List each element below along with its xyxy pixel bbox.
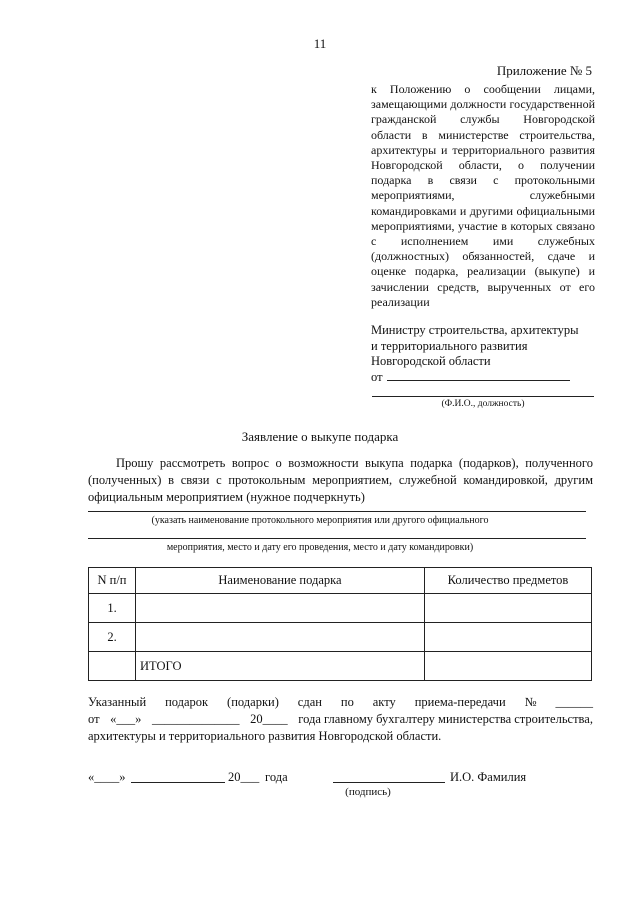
- handover-word: акту: [372, 695, 396, 709]
- page-number: 11: [313, 36, 327, 51]
- appendix-title: Приложение № 5: [496, 63, 592, 78]
- table-row: [89, 594, 592, 623]
- row-quantity: [425, 623, 592, 652]
- row-quantity: [425, 594, 592, 623]
- appendix-text: к Положению о сообщении лицами, замещающими должности государственной гражданской службы Новгородской области в министерстве строительства, архитектуры и территориального развития Новгородской области, о получении подарка в связи с протокольными мероприятиями, служебными командировками и другими официальными мероприятиями, участие в которых связано с исполнением ими служебных (должностных) обязанностей, сдаче и оценке подарка, реализации (выкупе) и зачислении средств, вырученных от его реализации: [371, 82, 595, 309]
- row-number: 2.: [89, 623, 136, 652]
- handover-word: подарок: [165, 695, 209, 709]
- fio-fill-line: [372, 396, 594, 397]
- handover-word: по: [340, 695, 354, 709]
- row-gift-name: [136, 623, 425, 652]
- total-label: ИТОГО: [136, 652, 425, 681]
- addressee-line-2: и территориального развития: [371, 338, 528, 353]
- table-total-row: [89, 652, 592, 681]
- addressee-block: [371, 323, 601, 370]
- handover-word: Указанный: [88, 695, 147, 709]
- act-number-blank: ______: [555, 695, 593, 709]
- date-year-suffix: года: [265, 770, 288, 784]
- gifts-table: [88, 567, 592, 681]
- fio-caption: (Ф.И.О., должность): [441, 399, 525, 409]
- handover-word: (подарки): [227, 695, 279, 709]
- signature-line: [333, 782, 445, 783]
- event-fill-line-1: [88, 511, 586, 512]
- from-label: от: [371, 370, 383, 384]
- header-quantity: Количество предметов: [425, 568, 592, 594]
- addressee-line-1: Министру строительства, архитектуры: [371, 323, 579, 337]
- handover-line-1: [88, 694, 593, 711]
- event-caption-2: мероприятия, место и дату его проведения, место и дату командировки): [166, 542, 474, 553]
- from-fill-line: [387, 380, 570, 381]
- table-row: [89, 623, 592, 652]
- signature-caption: (подпись): [345, 786, 391, 798]
- handover-line-3: архитектуры и территориального развития Новгородской области.: [88, 729, 442, 743]
- year-blank: 20____: [250, 712, 288, 726]
- date-day-blank: «____»: [88, 770, 126, 784]
- day-blank: «___»: [110, 712, 142, 726]
- addressee-line-3: Новгородской области: [371, 354, 491, 368]
- header-gift-name: Наименование подарка: [136, 568, 425, 594]
- handover-word: года главному бухгалтеру министерства строительства,: [298, 712, 593, 726]
- handover-paragraph: [88, 694, 593, 745]
- signer-name: И.О. Фамилия: [450, 770, 527, 784]
- statement-title: Заявление о выкупе подарка: [241, 429, 399, 444]
- row-gift-name: [136, 594, 425, 623]
- event-caption-1: (указать наименование протокольного мероприятия или другого официального: [151, 515, 489, 526]
- date-month-line: [131, 782, 225, 783]
- handover-word: сдан: [297, 695, 322, 709]
- handover-word: приема-передачи: [414, 695, 506, 709]
- handover-word: №: [524, 695, 537, 709]
- handover-word: от: [88, 712, 100, 726]
- event-fill-line-2: [88, 538, 586, 539]
- total-number: [89, 652, 136, 681]
- header-number: N п/п: [89, 568, 136, 594]
- date-year: 20___: [228, 770, 260, 784]
- statement-paragraph: [88, 455, 593, 506]
- row-number: 1.: [89, 594, 136, 623]
- month-blank: ______________: [152, 712, 240, 726]
- total-quantity: [425, 652, 592, 681]
- statement-text: Прошу рассмотреть вопрос о возможности выкупа подарка (подарков), полученного (полученных) в связи с протокольным мероприятием, служебной командировкой, другим официальным мероприятием (нужное подчеркнуть): [88, 456, 593, 504]
- table-header-row: [89, 568, 592, 594]
- handover-line-2: [88, 711, 593, 728]
